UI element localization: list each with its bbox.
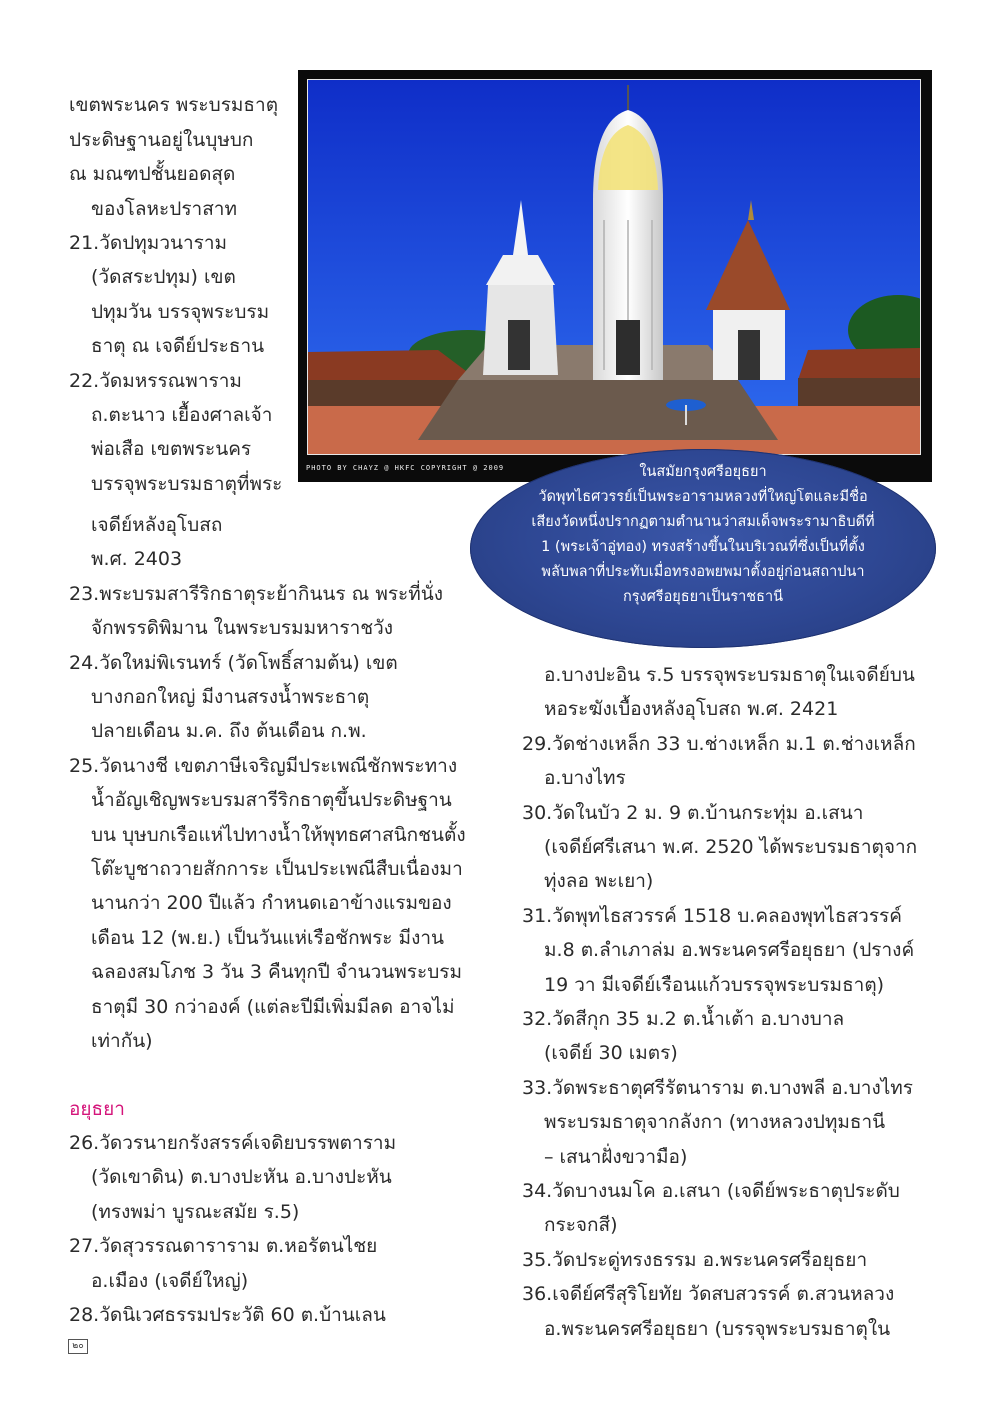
list-item-30: 30.วัดในบัว 2 ม. 9 ต.บ้านกระทุ่ม อ.เสนา: [522, 802, 864, 824]
text-line: เท่ากัน): [91, 1030, 153, 1052]
text-line: ประดิษฐานอยู่ในบุษบก: [69, 129, 254, 151]
caption-line: ในสมัยกรุงศรีอยุธยา: [639, 464, 767, 480]
text-line: ธาตุ ณ เจดีย์ประธาน: [91, 335, 265, 357]
text-line: ฉลองสมโภช 3 วัน 3 คืนทุกปี จำนวนพระบรม: [91, 961, 463, 983]
list-item-24: 24.วัดใหม่พิเรนทร์ (วัดโพธิ์สามต้น) เขต: [69, 652, 398, 674]
text-line: จักพรรดิพิมาน ในพระบรมมหาราชวัง: [91, 617, 394, 639]
caption-line: เสียงวัดหนึ่งปรากฏตามตำนานว่าสมเด็จพระรามาธิบดีที่: [531, 514, 875, 530]
text-line: ธาตุมี 30 กว่าองค์ (แต่ละปีมีเพิ่มมีลด อาจไม่: [91, 996, 455, 1018]
text-line: 19 วา มีเจดีย์เรือนแก้วบรรจุพระบรมธาตุ): [544, 974, 885, 996]
page-number: ๒๐: [68, 1339, 88, 1354]
text-line: (เจดีย์ 30 เมตร): [544, 1042, 678, 1064]
text-line: เขตพระนคร พระบรมธาตุ: [69, 94, 279, 116]
list-item-26: 26.วัดวรนายกรังสรรค์เจดิยบรรพตาราม: [69, 1132, 397, 1154]
list-item-31: 31.วัดพุทไธสวรรค์ 1518 บ.คลองพุทไธสวรรค์: [522, 905, 902, 927]
list-item-28: 28.วัดนิเวศธรรมประวัติ 60 ต.บ้านเลน: [69, 1304, 386, 1326]
text-line: ปทุมวัน บรรจุพระบรม: [91, 301, 270, 323]
list-item-21: 21.วัดปทุมวนาราม: [69, 232, 228, 254]
text-line: ม.8 ต.ลำเภาล่ม อ.พระนครศรีอยุธยา (ปรางค์: [544, 939, 915, 961]
caption-line: พลับพลาที่ประทับเมื่อทรงอพยพมาตั้งอยู่ก่อนสถาปนา: [541, 564, 865, 580]
text-line: โต๊ะบูชาถวายสักการะ เป็นประเพณีสืบเนื่องมา: [91, 858, 463, 880]
text-line: พ.ศ. 2403: [91, 548, 183, 570]
photo-caption: [470, 449, 936, 648]
text-line: หอระฆังเบื้องหลังอุโบสถ พ.ศ. 2421: [544, 698, 839, 720]
text-line: บางกอกใหญ่ มีงานสรงน้ำพระธาตุ: [91, 686, 370, 708]
text-line: อ.พระนครศรีอยุธยา (บรรจุพระบรมธาตุใน: [544, 1318, 891, 1340]
wat-phutthaisawan-prang-illustration: [308, 80, 920, 454]
text-line: ปลายเดือน ม.ค. ถึง ต้นเดือน ก.พ.: [91, 720, 367, 742]
text-line: ถ.ตะนาว เยื้องศาลเจ้า: [91, 404, 273, 426]
list-item-29: 29.วัดช่างเหล็ก 33 บ.ช่างเหล็ก ม.1 ต.ช่างเหล็ก: [522, 733, 916, 755]
list-item-22: 22.วัดมหรรณพาราม: [69, 370, 242, 392]
text-line: ณ มณฑปชั้นยอดสุด: [69, 163, 236, 185]
text-line: บรรจุพระบรมธาตุที่พระ: [91, 473, 283, 495]
caption-line: 1 (พระเจ้าอู่ทอง) ทรงสร้างขึ้นในบริเวณที่ซึ่งเป็นที่ตั้ง: [541, 539, 865, 555]
text-line: น้ำอัญเชิญพระบรมสารีริกธาตุขึ้นประดิษฐาน: [91, 789, 452, 811]
text-line: อ.บางปะอิน ร.5 บรรจุพระบรมธาตุในเจดีย์บน: [544, 664, 915, 686]
text-line: เดือน 12 (พ.ย.) เป็นวันแห่เรือชักพระ มีงาน: [91, 927, 445, 949]
text-line: อ.เมือง (เจดีย์ใหญ่): [91, 1270, 249, 1292]
text-line: เจดีย์หลังอุโบสถ: [91, 514, 223, 536]
list-item-25: 25.วัดนางชี เขตภาษีเจริญมีประเพณีชักพระทาง: [69, 755, 458, 777]
list-item-33: 33.วัดพระธาตุศรีรัตนาราม ต.บางพลี อ.บางไทร: [522, 1077, 914, 1099]
text-line: (เจดีย์ศรีเสนา พ.ศ. 2520 ได้พระบรมธาตุจาก: [544, 836, 918, 858]
text-line: ของโลหะปราสาท: [91, 198, 237, 220]
list-item-36: 36.เจดีย์ศรีสุริโยทัย วัดสบสวรรค์ ต.สวนหลวง: [522, 1283, 895, 1305]
photo-credit: PHOTO BY CHAYZ @ HKFC COPYRIGHT @ 2009: [306, 464, 505, 472]
text-line: ทุ่งลอ พะเยา): [544, 870, 654, 892]
list-item-34: 34.วัดบางนมโค อ.เสนา (เจดีย์พระธาตุประดับ: [522, 1180, 900, 1202]
list-item-32: 32.วัดสีกุก 35 ม.2 ต.น้ำเต้า อ.บางบาล: [522, 1008, 845, 1030]
text-line: พระบรมธาตุจากลังกา (ทางหลวงปทุมธานี: [544, 1111, 886, 1133]
text-line: นานกว่า 200 ปีแล้ว กำหนดเอาข้างแรมของ: [91, 892, 452, 914]
text-line: – เสนาฝั่งขวามือ): [544, 1146, 688, 1168]
caption-line: กรุงศรีอยุธยาเป็นราชธานี: [622, 589, 784, 605]
temple-photo: [298, 70, 932, 482]
text-line: บน บุษบกเรือแห่ไปทางน้ำให้พุทธศาสนิกชนตั้ง: [91, 824, 466, 846]
section-heading: อยุธยา: [69, 1098, 125, 1120]
text-line: กระจกสี): [544, 1214, 618, 1236]
caption-line: วัดพุทไธศวรรย์เป็นพระอารามหลวงที่ใหญ่โตและมีชื่อ: [538, 489, 868, 505]
text-line: อ.บางไทร: [544, 767, 626, 789]
list-item-23: 23.พระบรมสารีริกธาตุระย้ากินนร ณ พระที่นั่ง: [69, 583, 444, 605]
photo-image: [307, 79, 921, 455]
text-line: พ่อเสือ เขตพระนคร: [91, 438, 252, 460]
text-line: (ทรงพม่า บูรณะสมัย ร.5): [91, 1201, 300, 1223]
list-item-35: 35.วัดประดู่ทรงธรรม อ.พระนครศรีอยุธยา: [522, 1249, 868, 1271]
text-line: (วัดสระปทุม) เขต: [91, 266, 236, 288]
list-item-27: 27.วัดสุวรรณดาราราม ต.หอรัตนไชย: [69, 1235, 378, 1257]
text-line: (วัดเขาดิน) ต.บางปะหัน อ.บางปะหัน: [91, 1166, 392, 1188]
